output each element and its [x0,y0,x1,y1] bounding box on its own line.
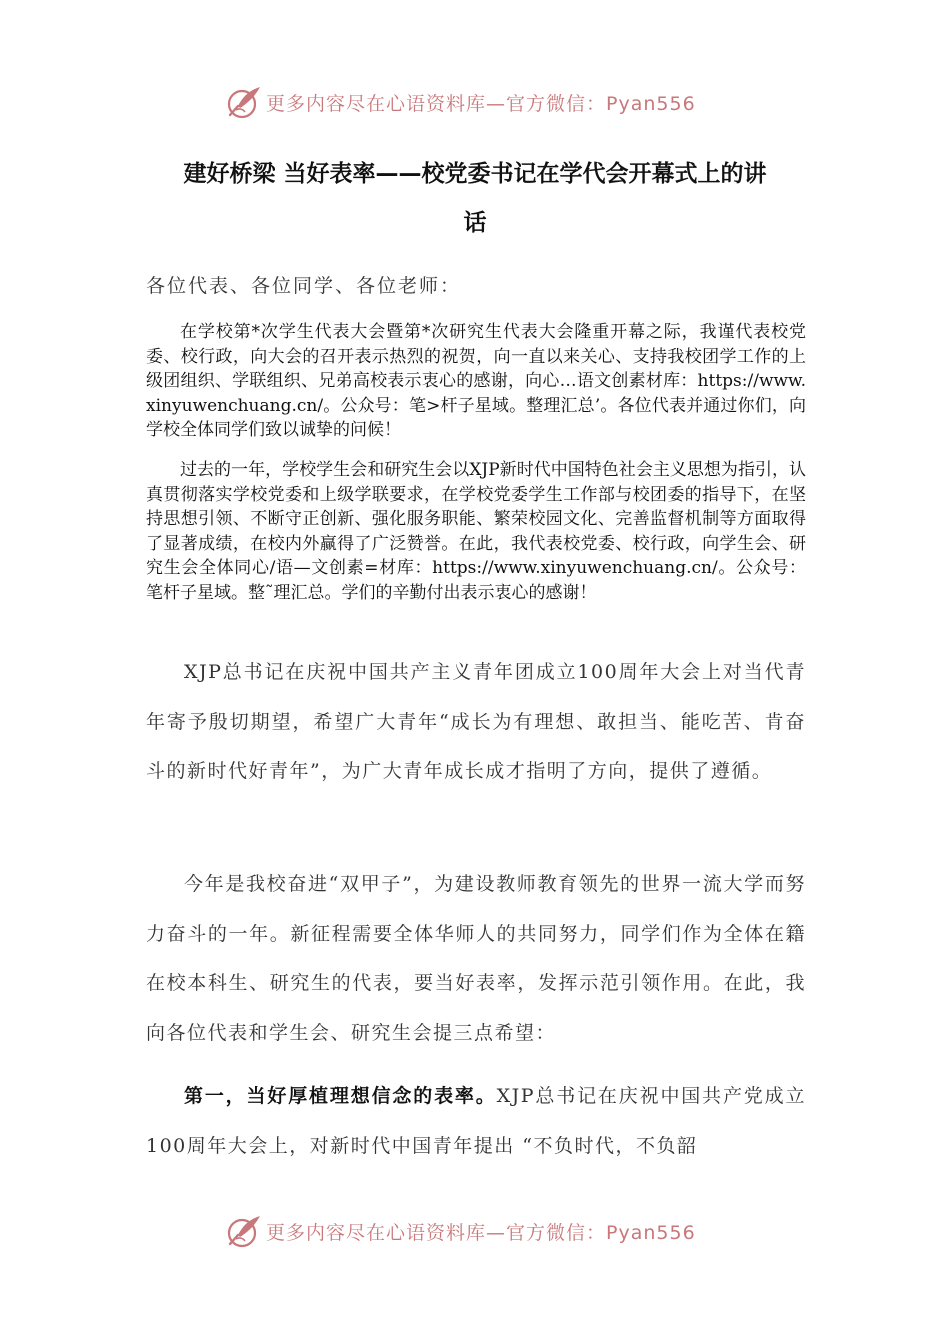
paragraph-opening: 在学校第*次学生代表大会暨第*次研究生代表大会隆重开幕之际，我谨代表校党委、校行政，向大会的召开表示热烈的祝贺，向一直以来关心、支持我校团学工作的上级团组织、学联组织、兄弟高校表示衷心的感谢，向心…语文创素材库：https://www.xinyuwenchuang.cn/。公众号：笔>杆子星域。整理汇总’。各位代表并通过你们，向学校全体同学们致以诚挚的问候！ [146,322,806,440]
salutation: 各位代表、各位同学、各位老师： [146,275,462,297]
quill-logo-icon [226,1213,262,1249]
paragraph-youth-expectation: XJP总书记在庆祝中国共产主义青年团成立100周年大会上对当代青年寄予殷切期望，希望广大青年“成长为有理想、敢担当、能吃苦、肯奋斗的新时代好青年”，为广大青年成长成才指明了方向，提供了遵循。 [146,661,806,782]
paragraph-new-journey: 今年是我校奋进“双甲子”，为建设教师教育领先的世界一流大学而努力奋斗的一年。新征程需要全体华师人的共同努力，同学们作为全体在籍在校本科生、研究生的代表，要当好表率，发挥示范引领作用。在此，我向各位代表和学生会、研究生会提三点希望： [146,873,806,1044]
paragraph-point-one [146,1072,806,1171]
document-title-line-1: 建好桥梁 当好表率——校党委书记在学代会开幕式上的讲 [183,161,767,187]
quill-logo-icon [226,84,262,120]
watermark-footer [226,1211,696,1251]
watermark-text: 更多内容尽在心语资料库—官方微信：Pyan556 [266,1221,696,1244]
point-one-text: XJP总书记在庆祝中国共产党成立100周年大会上，对新时代中国青年提出 “不负时代，不负韶 [146,1085,806,1157]
paragraph-past-year: 过去的一年，学校学生会和研究生会以XJP新时代中国特色社会主义思想为指引，认真贯彻落实学校党委和上级学联要求，在学校党委学生工作部与校团委的指导下，在坚持思想引领、不断守正创新、强化服务职能、繁荣校园文化、完善监督机制等方面取得了显著成绩，在校内外赢得了广泛赞誉。在此，我代表校党委、校行政，向学生会、研究生会全体同心/语—文创素=材库：https://www.xinyuwenchuang.cn/。公众号：笔杆子星域。整˜理汇总。学们的辛勤付出表示衷心的感谢！ [146,460,806,603]
watermark-header [226,82,696,122]
point-one-lead: 第一，当好厚植理想信念的表率。 [184,1085,497,1107]
watermark-text: 更多内容尽在心语资料库—官方微信：Pyan556 [266,92,696,115]
document-title-line-2: 话 [463,210,487,236]
